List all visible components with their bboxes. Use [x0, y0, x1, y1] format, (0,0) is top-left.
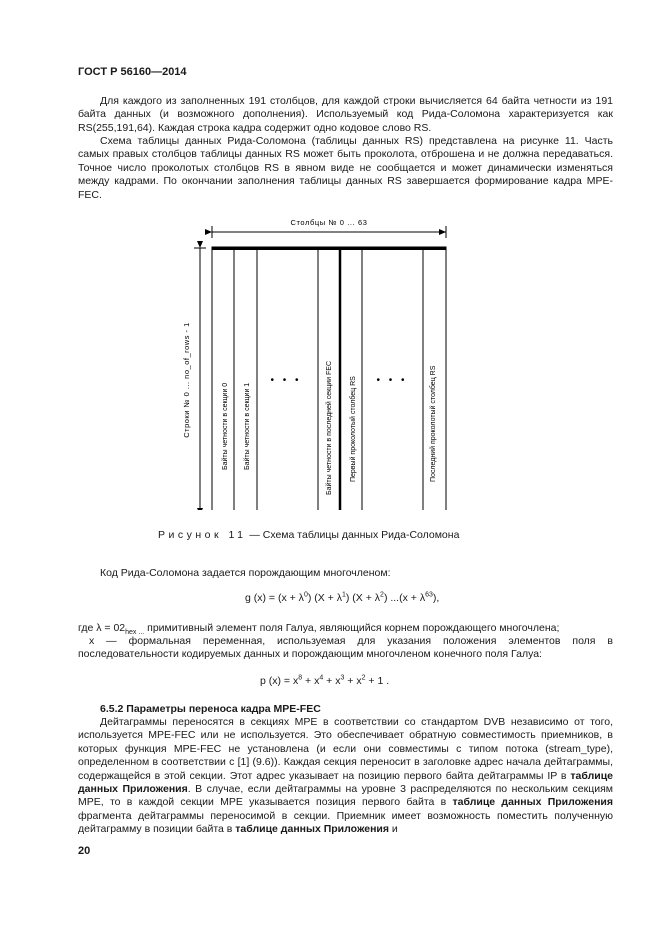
- paragraph-3: Код Рида-Соломона задается порождающим многочленом:: [100, 567, 391, 579]
- col-label-first-punctured: Первый проколотый столбец RS: [350, 376, 357, 482]
- dots-right: • • •: [376, 375, 408, 386]
- paragraph-4: Дейтаграммы переносятся в секциях MPE в соответствии со стандартом DVB независимо от того, используется MPE-FEC или не используется. Это обеспечивает обратную совместимость приемников, в которых функция MPE-FEC не установлена (и если они совместимы с типом потока (stream_type), определенном в соответствии с [1] (9.6)). Каждая секция переносит в заголовке адрес начала дейтаграммы, содержащейся в этой секции. Этот адрес указывает на позицию первого байта дейтаграммы IP в таблице данных Приложения. В случае, если дейтаграммы на уровне 3 распределяются по нескольким секциям MPE, то в каждой секции MPE указывается позиция первого байта в таблице данных Приложения фрагмента дейтаграммы переносимой в секции. Приемник имеет возможность поместить полученную дейтаграмму в позиции байта в таблице данных Приложения и: [78, 716, 613, 836]
- formula-g: g $(x) = (x + \lambda^0)$ $(X + \lambda^1)$ $(X + \lambda^2)$ $...(x + \lambda^{63})$,: [245, 591, 440, 604]
- dots-left: • • •: [270, 375, 302, 386]
- paragraph-1: Для каждого из заполненных 191 столбцов, для каждой строки вычисляется 64 байта четности из 191 байта данных (и возможного дополнения). Используемый код Рида-Соломона характеризуется как RS(255,191,64). Каждая строка кадра содержит одно кодовое слово RS.: [78, 95, 613, 134]
- figure-caption: Рисунок 11 — Схема таблицы данных Рида-Соломона: [158, 529, 460, 541]
- rows-label: Строки № 0 ... no_of_rows - 1: [182, 322, 191, 438]
- columns-label: Столбцы № 0 ... 63: [290, 218, 368, 227]
- rs-table-figure: [0, 210, 661, 510]
- formula-p: p $(x) = x^8 + x^4 + x^3 + x^2 + 1$ .: [260, 674, 390, 687]
- col-label-section-1: Байты четности в секции 1: [244, 382, 251, 470]
- where-x: x — формальная переменная, используемая для указания положения элементов поля в последовательности кодируемых данных и порождающим многочленом конечного поля Галуа:: [78, 635, 613, 661]
- col-label-last-fec: Байты четности в последней секции FEC: [326, 360, 333, 495]
- document-header: ГОСТ Р 56160—2014: [78, 66, 187, 78]
- where-lambda: где $\lambda = 02_{hex ...}$ примитивный элемент поля Галуа, являющийся корнем порождающего многочлена;: [78, 622, 560, 637]
- col-label-last-punctured: Последний проколотый столбец RS: [430, 365, 437, 482]
- col-label-section-0: Байты четности в секции 0: [222, 382, 229, 470]
- paragraph-2: Схема таблицы данных Рида-Соломона (таблицы данных RS) представлена на рисунке 11. Часть самых правых столбцов таблицы данных RS может быть проколота, отброшена и не должна передаваться. Точное число проколотых столбцов RS в явном виде не сообщается и может динамически изменяться между кадрами. По окончании заполнения таблицы данных RS завершается формирование кадра MPE-FEC.: [78, 135, 613, 201]
- section-title: 6.5.2 Параметры переноса кадра MPE-FEC: [100, 703, 321, 715]
- page-number: 20: [78, 845, 91, 857]
